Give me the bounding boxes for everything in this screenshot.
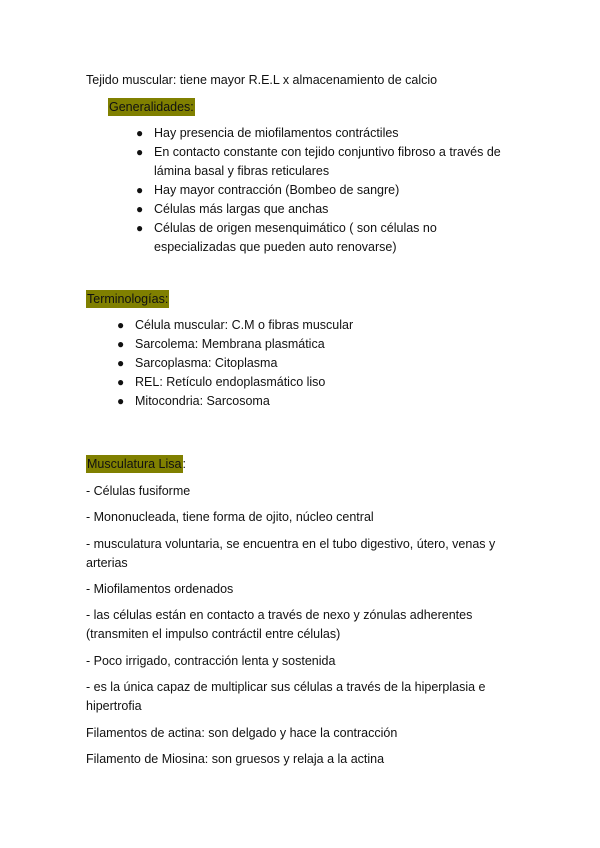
generalidades-list bbox=[136, 124, 536, 257]
list-item: ● Hay presencia de miofilamentos contráctiles bbox=[136, 124, 536, 143]
heading-suffix: : bbox=[182, 457, 186, 471]
section-heading-generalidades bbox=[108, 98, 195, 117]
bullet-icon: ● bbox=[117, 375, 125, 389]
paragraph: - es la única capaz de multiplicar sus células a través de la hiperplasia e hipertrofia bbox=[86, 680, 486, 713]
highlighted-heading: Terminologías: bbox=[87, 292, 169, 306]
bullet-icon: ● bbox=[117, 356, 125, 370]
paragraph: Filamento de Miosina: son gruesos y relaja a la actina bbox=[86, 752, 385, 766]
bullet-icon: ● bbox=[136, 145, 144, 159]
paragraph: - musculatura voluntaria, se encuentra en el tubo digestivo, útero, venas y arterias bbox=[86, 537, 496, 570]
paragraph: - Miofilamentos ordenados bbox=[86, 582, 234, 596]
bullet-icon: ● bbox=[117, 337, 125, 351]
list-item: ● Sarcoplasma: Citoplasma bbox=[117, 354, 517, 373]
bullet-icon: ● bbox=[136, 202, 144, 216]
list-item: ● Células más largas que anchas bbox=[136, 200, 536, 219]
paragraph: - Poco irrigado, contracción lenta y sostenida bbox=[86, 654, 336, 668]
list-item: ● Célula muscular: C.M o fibras muscular bbox=[117, 316, 517, 335]
list-item: ● Sarcolema: Membrana plasmática bbox=[117, 335, 517, 354]
list-item: ● En contacto constante con tejido conjuntivo fibroso a través de lámina basal y fibras reticulares bbox=[136, 145, 501, 178]
paragraph: - Células fusiforme bbox=[86, 484, 191, 498]
bullet-icon: ● bbox=[136, 221, 144, 235]
bullet-icon: ● bbox=[136, 126, 144, 140]
paragraph: Filamentos de actina: son delgado y hace la contracción bbox=[86, 726, 398, 740]
highlighted-heading: Musculatura Lisa bbox=[87, 457, 182, 471]
document-title: Tejido muscular: tiene mayor R.E.L x almacenamiento de calcio bbox=[86, 73, 438, 87]
section-heading-terminologias bbox=[86, 290, 169, 309]
terminologias-list bbox=[117, 316, 517, 411]
paragraph: - las células están en contacto a través de nexo y zónulas adherentes (transmiten el impulso contráctil entre células) bbox=[86, 608, 473, 641]
list-item: ● Hay mayor contracción (Bombeo de sangre) bbox=[136, 181, 536, 200]
bullet-icon: ● bbox=[117, 394, 125, 408]
bullet-icon: ● bbox=[136, 183, 144, 197]
list-item: ● Mitocondria: Sarcosoma bbox=[117, 392, 517, 411]
list-item: ● REL: Retículo endoplasmático liso bbox=[117, 373, 517, 392]
paragraph: - Mononucleada, tiene forma de ojito, núcleo central bbox=[86, 510, 374, 524]
section-heading-musculatura-lisa bbox=[86, 455, 186, 474]
list-item: ● Células de origen mesenquimático ( son células no especializadas que pueden auto renovarse) bbox=[136, 221, 437, 254]
highlighted-heading: Generalidades: bbox=[109, 100, 194, 114]
bullet-icon: ● bbox=[117, 318, 125, 332]
